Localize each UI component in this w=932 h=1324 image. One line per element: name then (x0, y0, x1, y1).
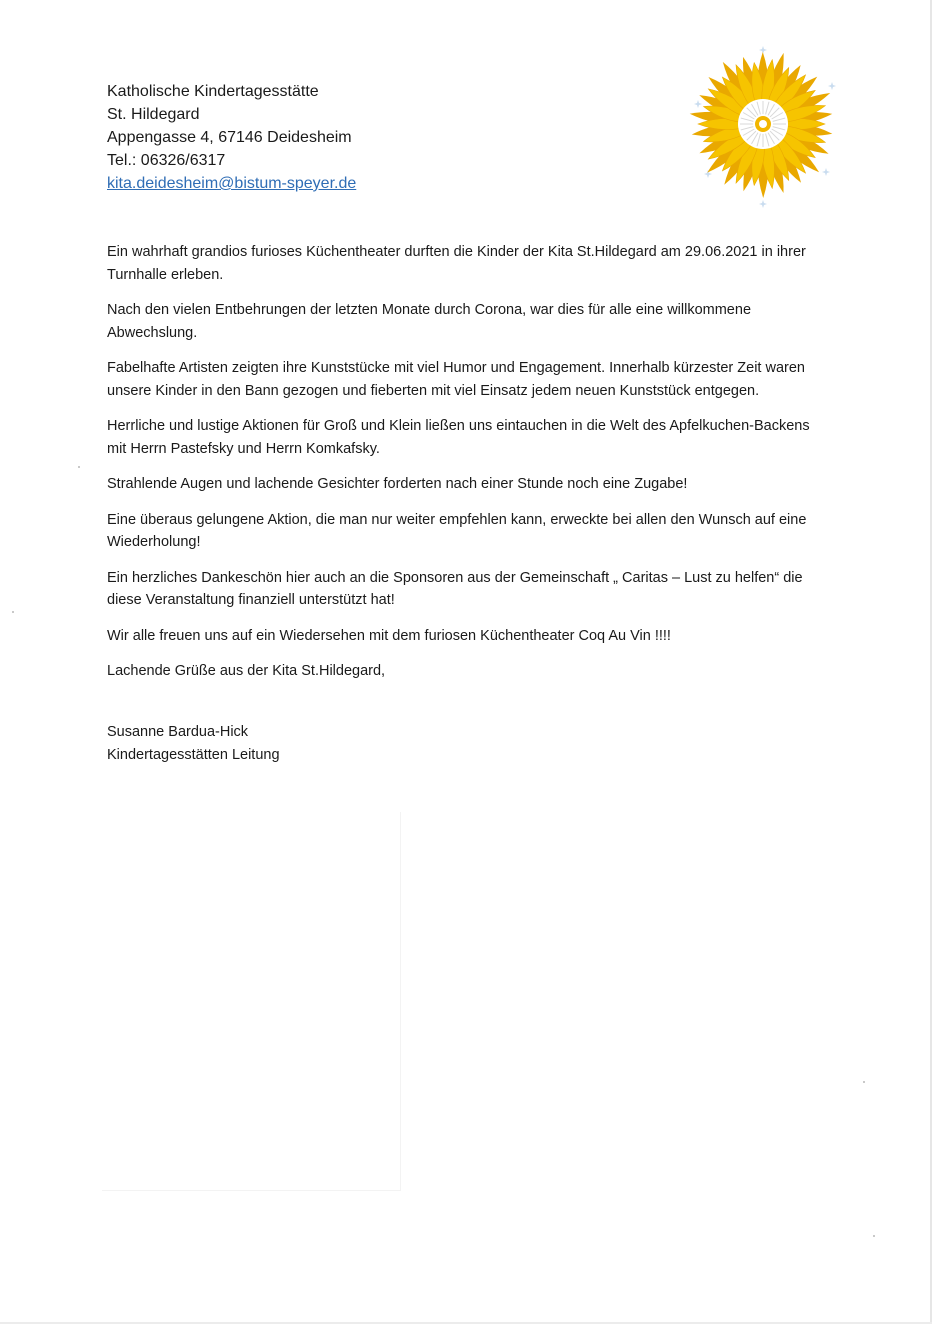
closing-line: Lachende Grüße aus der Kita St.Hildegard, (107, 663, 386, 679)
scan-speck (78, 466, 80, 468)
scan-speck (873, 1235, 875, 1237)
sunflower-logo-icon (686, 44, 841, 209)
scan-artifact (102, 812, 401, 1191)
letter-body (107, 241, 827, 696)
paragraph: Nach den vielen Entbehrungen der letzten Monate durch Corona, war dies für alle eine willkommene Abwechslung. (107, 302, 752, 341)
email-link[interactable]: kita.deidesheim@bistum-speyer.de (107, 175, 357, 192)
paragraph: Strahlende Augen und lachende Gesichter forderten nach einer Stunde noch eine Zugabe! (107, 476, 688, 492)
signature-block (107, 721, 280, 766)
scan-speck (12, 611, 14, 613)
institution-address: Appengasse 4, 67146 Deidesheim (107, 129, 352, 146)
paragraph: Fabelhafte Artisten zeigten ihre Kunststücke mit viel Humor und Engagement. Innerhalb kürzester Zeit waren unsere Kinder in den Bann gezogen und fieberten mit viel Einsatz jedem neuen Kunststück entgegen. (107, 360, 805, 399)
flower-center-core (759, 120, 767, 128)
sparkle (759, 200, 767, 208)
scan-speck (863, 1081, 865, 1083)
signature-name: Susanne Bardua-Hick (107, 724, 249, 740)
paragraph: Ein wahrhaft grandios furioses Küchentheater durften die Kinder der Kita St.Hildegard am 29.06.2021 in ihrer Turnhalle erleben. (107, 244, 806, 283)
institution-subname: St. Hildegard (107, 106, 200, 123)
signature-role: Kindertagesstätten Leitung (107, 746, 280, 763)
sparkle (704, 170, 712, 178)
paragraph: Eine überaus gelungene Aktion, die man nur weiter empfehlen kann, erweckte bei allen den Wunsch auf eine Wiederholung! (107, 511, 807, 550)
sparkle (822, 168, 830, 176)
paragraph: Herrliche und lustige Aktionen für Groß und Klein ließen uns eintauchen in die Welt des Apfelkuchen-Backens mit Herrn Pastefsky und Herrn Komkafsky. (107, 418, 810, 457)
letterhead (107, 80, 356, 195)
institution-name: Katholische Kindertagesstätte (107, 83, 319, 100)
sparkle (828, 82, 836, 90)
paragraph: Ein herzliches Dankeschön hier auch an die Sponsoren aus der Gemeinschaft „ Caritas – Lust zu helfen“ die diese Veranstaltung finanziell unterstützt hat! (107, 569, 803, 608)
sparkle (694, 100, 702, 108)
institution-phone: Tel.: 06326/6317 (107, 152, 226, 169)
paragraph: Wir alle freuen uns auf ein Wiedersehen mit dem furiosen Küchentheater Coq Au Vin !!!! (107, 627, 671, 644)
